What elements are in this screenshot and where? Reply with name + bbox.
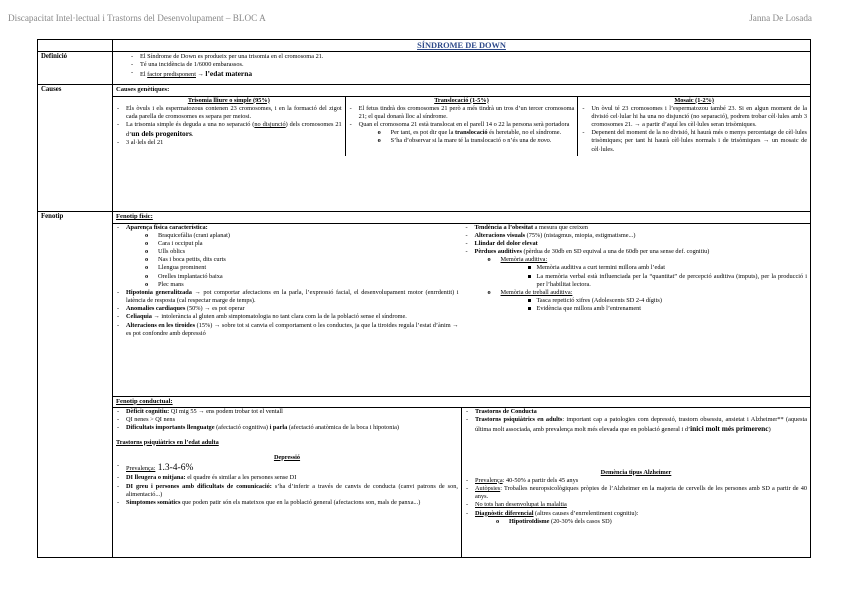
fenotip-conductual-heading: Fenotip conductual: [113, 397, 810, 409]
conductual-left [113, 408, 461, 557]
conductual-item: - Trastorns psiquiàtrics en adults: important cap a patologies com depressió, trastorn obsessiu, ansietat i Alzheimer** (aquesta última molt associada, amb prevalença molt més elevada que en població general i d’inici molt més primerenc) [465, 416, 807, 434]
definicio-item: - El factor predisponent → l’edat materna [130, 69, 807, 79]
fisic-item: - Celiaquia → intolerància al gluten amb simptomatologia no tant clara com la de la població sense el síndrome. [116, 313, 459, 321]
diagnostic-subitem: o Hipotiroïdisme (20-30% dels casos SD) [495, 518, 807, 526]
conductual-item: - Trastorns de Conducta [465, 408, 807, 416]
fisic-item: - Aparença física característica: o Braquicefàlia (crani aplanat) o Cara i occiput pla o Ulls oblics o Nas i boca petits, dits curts o Llengua prominent o Orelles implantació baixa o Plec mans [116, 224, 459, 289]
memoria-item: La memòria verbal està influenciada per la “quantitat” de percepció auditiva (imputs), per la producció i per l’habilitat lectora. [527, 273, 808, 289]
title-row-label [38, 40, 113, 51]
alzheimer-item: - Prevalença: 40-50% a partir dels 45 anys [465, 477, 807, 485]
depressio-item: - Simptomes somàtics que poden patir són els mateixos que en la població general (afectacions son, mals de panxa...) [116, 499, 458, 507]
mosaic-title: Mosaic (1-2%) [674, 96, 715, 104]
mosaic-item: - Depenent del moment de la no divisió, hi haurà més o menys percentatge de cèl·lules trisòmiques; per tant hi haurà cèl·lules normals i de trisòmiques → un mosaic de cèl·lules. [581, 129, 807, 154]
mosaic-column [577, 97, 810, 156]
trisomia-item: - La trisomia simple és deguda a una no separació (no disjunció) dels cromosomes 21 d’un dels progenitors. [116, 121, 342, 139]
memoria-treball: o Memòria de treball auditiva: Tasca repetició xifres (Adolescents SD 2-4 dígits) Evidència que millora amb l’entrenament [487, 289, 808, 314]
memoria-item: Evidència que millora amb l’entrenament [527, 305, 808, 313]
depressio-item: - DI lleugera o mitjana: el quadre és similar a les persones sense DI [116, 474, 458, 482]
fisic-item: - Llindar del dolor elevat [465, 240, 808, 248]
definicio-row [38, 51, 810, 84]
translocacio-subitem: o Per tant, es pot dir que la translocació és heretable, no el síndrome. [377, 129, 575, 137]
translocacio-item: - El fetus tindrà dos cromosomes 21 però a més tindrà un tros d’un tercer cromosoma 21; el qual donarà lloc al síndrome. [349, 105, 575, 121]
alzheimer-item: - Diagnòstic diferencial (altres causes d’enrrelentiment cognitiu): o Hipotiroïdisme (20-30% dels casos SD) [465, 510, 807, 526]
causes-label: Causes [38, 85, 113, 211]
title-row [38, 40, 810, 51]
causes-heading: Causes genètiques: [113, 85, 810, 97]
fisic-item: - Anomalies cardiaques (50%) → es pot operar [116, 305, 459, 313]
definicio-item: - Té una incidència de 1/6000 embarassos. [130, 61, 807, 69]
alzheimer-title: Demència tipus Alzheimer [600, 468, 672, 476]
translocacio-column [345, 97, 578, 156]
fisic-item: - Pèrdues auditives (pèrdua de 30db en SD equival a una de 60db per una sense def. cognitiu) o Memòria auditiva: Memòria auditiva a curt termini millora amb l’edat La memòria verbal està influenciada per la “quantitat” de percepció auditiva (imputs), per la producció i per l’habilitat lectora. o Memòria de treball auditiva: Tasca repetició xifres (Adolescents SD 2-4 dígits) Evidència que millora amb l’entrenament [465, 248, 808, 313]
facial-feature: o Plec mans [144, 281, 459, 289]
fenotip-content [113, 212, 810, 557]
trisomia-item: - Els òvuls i els espermatozous contenen 23 cromosomes, i en la formació del zigot cada parella de cromosomes es separa per meiosi. [116, 105, 342, 121]
memoria-item: Tasca repetició xifres (Adolescents SD 2-4 dígits) [527, 297, 808, 305]
fisic-left [113, 224, 462, 396]
trisomia-title: Trisomia lliure o simple (95%) [187, 96, 270, 104]
mosaic-item: - Un òvul té 23 cromosomes i l’espermatozou també 23. Si en algun moment de la divisió cel·lular hi ha una no disjunció (no separació), podrem trobar cèl·lules amb 3 cromosomes 21. → a partir d’aquí les cèl·lules seran trisòmiques. [581, 105, 807, 130]
conductual-item: - Dèficit cognitiu: QI mig 55 → ens podem trobar tot el ventall [116, 408, 458, 416]
conductual-item: - QI nenes > QI nens [116, 416, 458, 424]
depressio-item: - DI greu i persones amb dificultats de comunicació: s’ha d’inferir a través de canvis de conducta (canvi patrons de son, alimentació...) [116, 483, 458, 499]
fisic-item: - Hipotonia generalitzada → pot comportar afectacions en la parla, l’expressió facial, el desenvolupament motor (enrrdentit) i latència de resposta (cal respectar marge de temps). [116, 289, 459, 305]
facial-feature: o Llengua prominent [144, 264, 459, 272]
causes-row [38, 84, 810, 211]
fisic-right [462, 224, 811, 396]
depressio-item: - Prevalença: 1.3-4-6% [116, 462, 458, 474]
definicio-item: - El Síndrome de Down es produeix per una trisomia en el cromosoma 21. [130, 53, 807, 61]
fisic-item: - Tendència a l’obesitat a mesura que creixen [465, 224, 808, 232]
alzheimer-item: - No tots han desenvolupat la malaltia [465, 501, 807, 509]
facial-feature: o Ulls oblics [144, 248, 459, 256]
fenotip-row [38, 211, 810, 557]
fisic-item: - Alteracions visuals (75%) (nistagmus, miopia, estigmatisme...) [465, 232, 808, 240]
alzheimer-item: - Autòpsies: Troballes neuropsicològiques pròpies de l’Alzheimer en la majoria de cervells de les persones amb SD a partir de 40 anys. [465, 485, 807, 501]
trisomia-column [113, 97, 345, 156]
fenotip-label: Fenotip [38, 212, 113, 557]
depressio-title: Depressió [273, 453, 301, 461]
psiquiatrics-heading: Trastorns psiquiàtrics en l’edat adulta [116, 438, 219, 446]
header-right: Janna De Losada [749, 13, 812, 23]
document-table [37, 39, 811, 558]
translocacio-subitem: o S’ha d’observar si la mare té la translocació o n’és una de novo. [377, 137, 575, 145]
trisomia-item: - 3 al·lels del 21 [116, 139, 342, 147]
fisic-item: - Alteracions en les tiroides (15%) → sobre tot si canvia el comportament o les conductes, ja que la tiroides regula l’estat d’ànim → es pot confondre amb depressió [116, 322, 459, 338]
header-left: Discapacitat Intel·lectual i Trastorns del Desenvolupament – BLOC A [8, 13, 266, 23]
page-title: SÍNDROME DE DOWN [417, 41, 506, 50]
fenotip-fisic-heading: Fenotip físic: [113, 212, 810, 224]
facial-feature: o Nas i boca petits, dits curts [144, 256, 459, 264]
conductual-item: - Dificultats importants llenguatge (afectació cognitiva) i parla (afectació anatòmica de la boca i hipotonia) [116, 424, 458, 432]
memoria-item: Memòria auditiva a curt termini millora amb l’edat [527, 264, 808, 272]
causes-content [113, 85, 810, 211]
facial-feature: o Orelles implantació baixa [144, 273, 459, 281]
translocacio-title: Translocació (1-5%) [434, 96, 489, 104]
conductual-right [461, 408, 810, 557]
facial-feature: o Braquicefàlia (crani aplanat) [144, 232, 459, 240]
definicio-label: Definició [38, 52, 113, 84]
facial-feature: o Cara i occiput pla [144, 240, 459, 248]
memoria-auditiva: o Memòria auditiva: Memòria auditiva a curt termini millora amb l’edat La memòria verbal està influenciada per la “quantitat” de percepció auditiva (imputs), per la producció i per l’habilitat lectora. [487, 256, 808, 289]
definicio-content [113, 52, 810, 84]
translocacio-item: - Quan el cromosoma 21 està translocat en el parell 14 o 22 la persona serà portadora [349, 121, 575, 129]
